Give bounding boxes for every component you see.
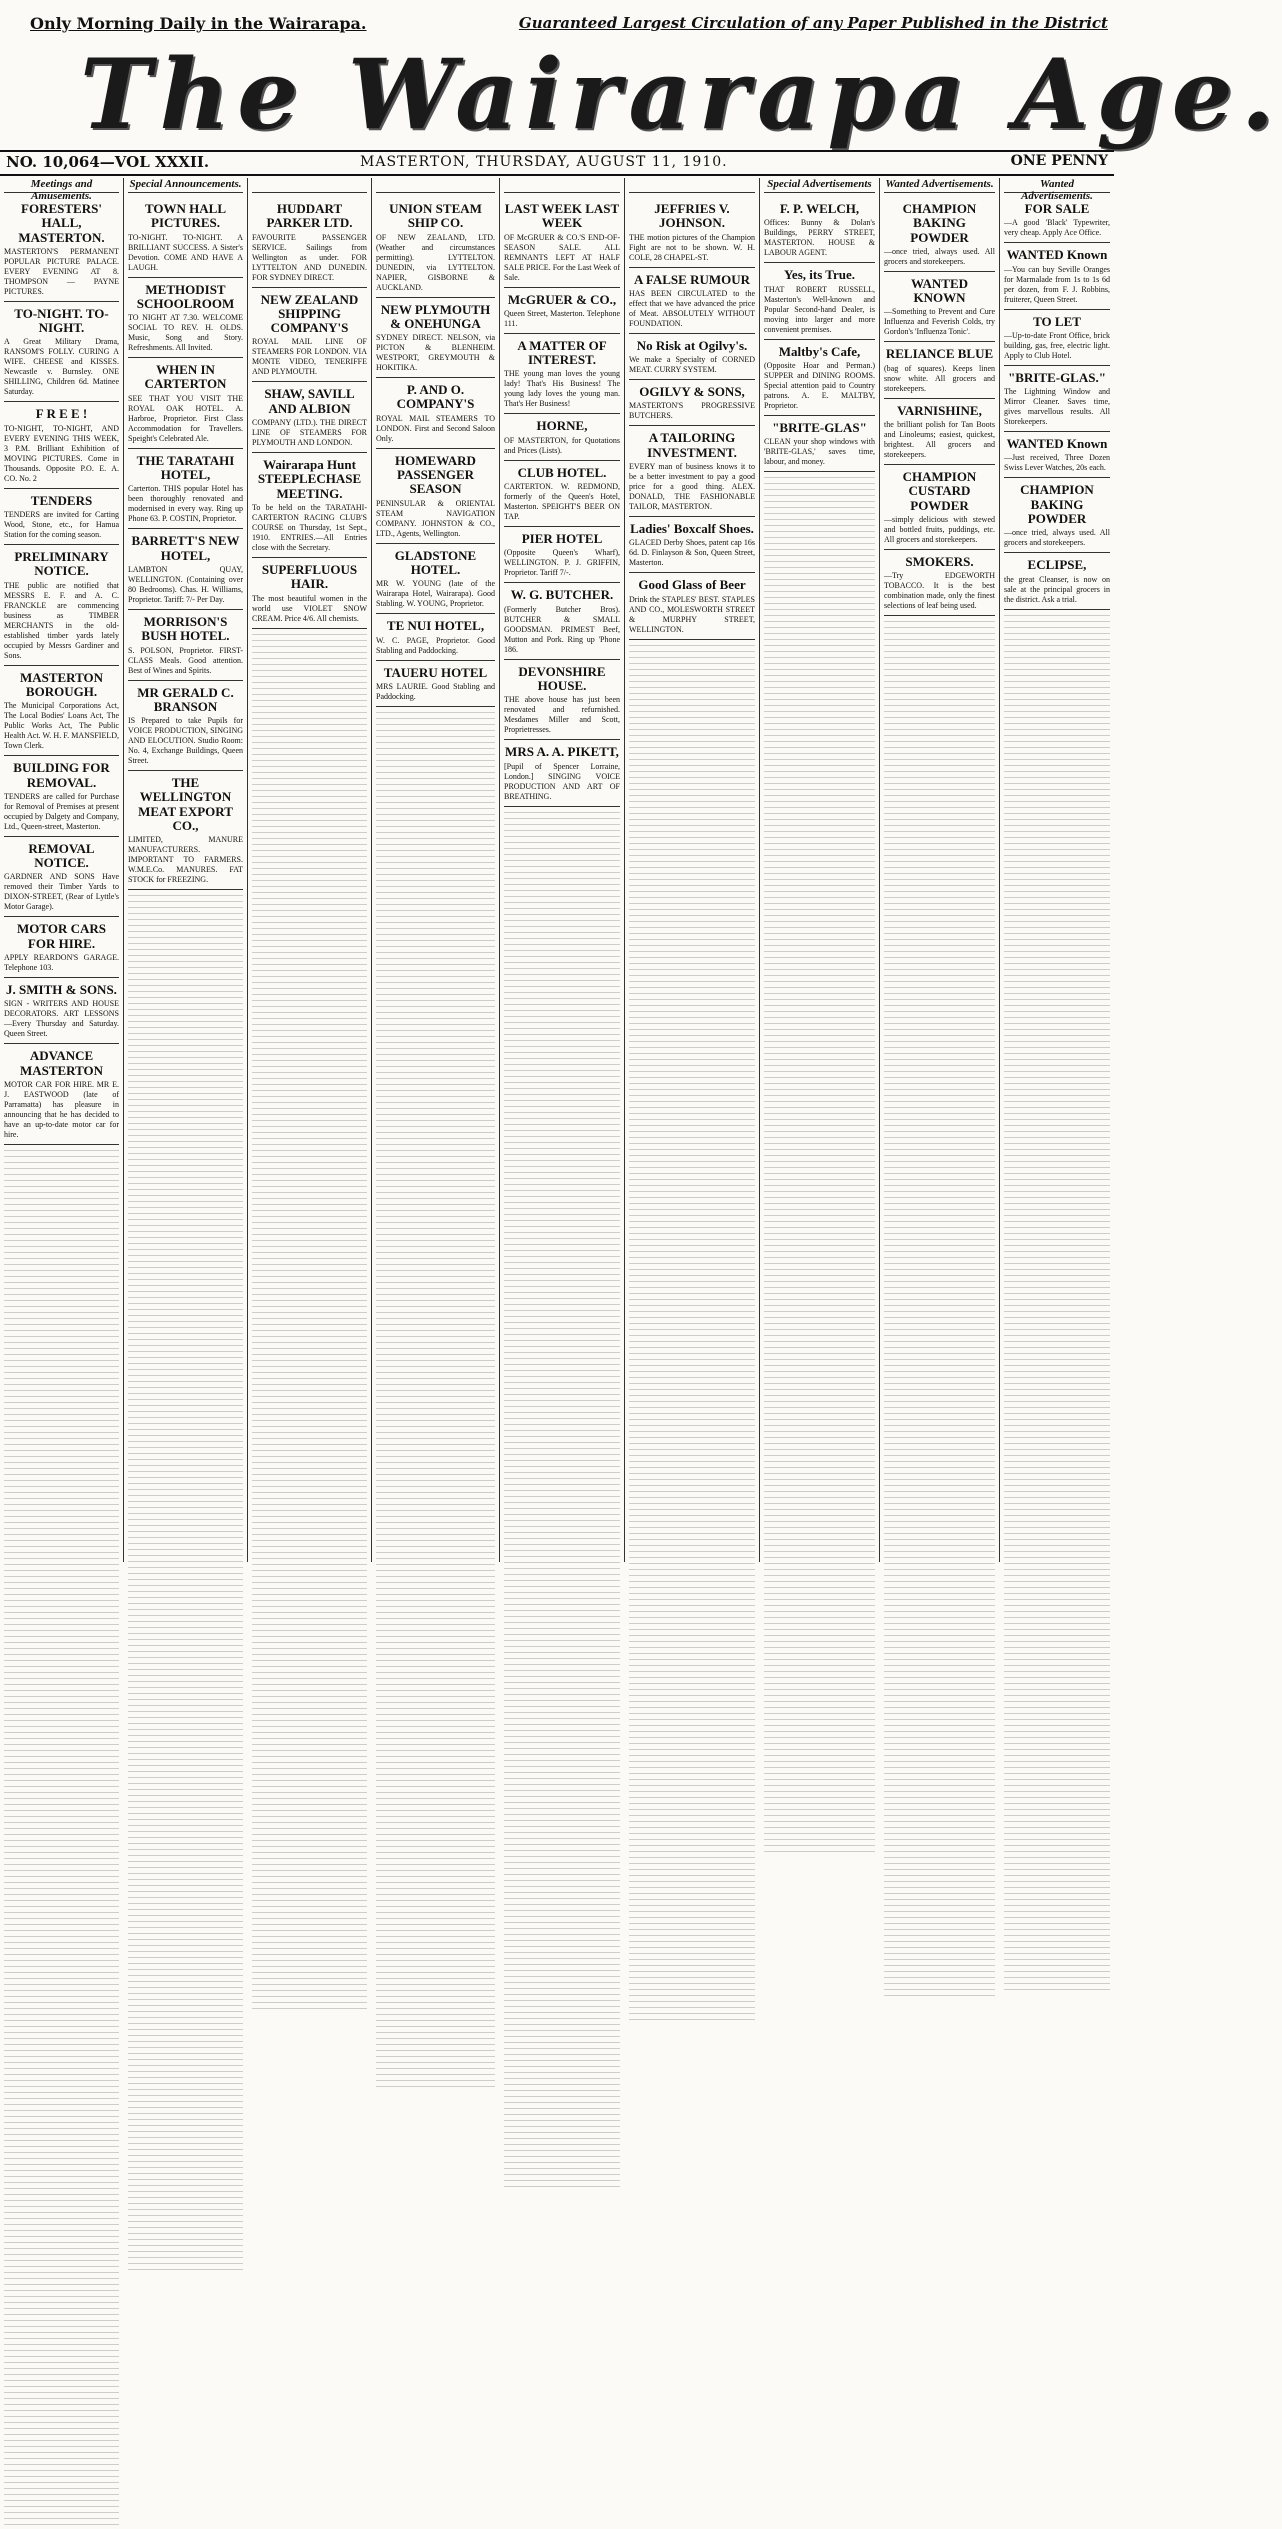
advertisement-body: MASTERTON'S PROGRESSIVE BUTCHERS. [629, 401, 755, 421]
advertisement [376, 378, 495, 449]
advertisement-title: ADVANCE MASTERTON [19, 1048, 104, 1078]
advertisement [376, 298, 495, 379]
advertisement [4, 545, 119, 666]
column-7 [760, 178, 880, 1562]
advertisement-title: A FALSE RUMOUR [633, 271, 751, 287]
advertisement-title: A MATTER OF INTEREST. [517, 337, 607, 368]
advertisement-title: CHAMPION BAKING POWDER [1020, 482, 1094, 527]
advertisement-body: COMPANY (LTD.). THE DIRECT LINE OF STEAMERS FOR PLYMOUTH AND LONDON. [252, 418, 367, 448]
advertisement-title: "BRITE-GLAS." [1008, 369, 1106, 385]
advertisement [504, 583, 620, 659]
advertisement-body: the brilliant polish for Tan Boots and Linoleums; easiest, quickest, brightest. All grocers and storekeepers. [884, 420, 995, 460]
advertisement-body: OF MASTERTON, for Quotations and Prices (Lists). [504, 435, 620, 455]
column-8 [880, 178, 1000, 1562]
advertisement [504, 197, 620, 288]
advertisement-title: NEW ZEALAND SHIPPING COMPANY'S [260, 291, 359, 336]
advertisement [4, 756, 119, 837]
advertisement-title: SMOKERS. [905, 553, 974, 569]
advertisement [1004, 310, 1110, 366]
advertisement-body: THE young man loves the young lady! That's His Business! The young lady loves the young man. That's Her Business! [504, 369, 620, 409]
advertisement [128, 529, 243, 610]
issue-price: ONE PENNY [1010, 153, 1108, 169]
advertisement-title: ECLIPSE, [1027, 557, 1087, 573]
advertisement-body: SYDNEY DIRECT. NELSON, via PICTON & BLENHEIM. WESTPORT, GREYMOUTH & HOKITIKA. [376, 333, 495, 373]
advertisement-title: W. G. BUTCHER. [510, 587, 614, 603]
advertisement-body: ROYAL MAIL LINE OF STEAMERS FOR LONDON. VIA MONTE VIDEO, TENERIFFE AND PLYMOUTH. [252, 337, 367, 377]
advertisement [629, 197, 755, 268]
advertisement [376, 614, 495, 660]
advertisement [252, 382, 367, 453]
column-6 [625, 178, 760, 1562]
column-heading: Special Advertisements [764, 178, 875, 193]
advertisement [4, 978, 119, 1044]
column-heading: Wanted Advertisements. [1004, 178, 1110, 193]
column-1 [0, 178, 124, 1562]
advertisement-title: UNION STEAM SHIP CO. [389, 201, 482, 231]
advertisement-title: PIER HOTEL [521, 531, 603, 547]
advertisement-body: CARTERTON. W. REDMOND, formerly of the Queen's Hotel, Masterton. SPEIGHT'S BEER ON TAP. [504, 482, 620, 522]
advertisement [884, 197, 995, 272]
column-small-print [128, 890, 243, 2274]
advertisement [128, 197, 243, 278]
advertisement-body: MRS LAURIE. Good Stabling and Paddocking. [376, 681, 495, 701]
advertisement-title: OGILVY & SONS, [639, 384, 745, 400]
advertisement-body: APPLY REARDON'S GARAGE. Telephone 103. [4, 953, 119, 973]
advertisement [1004, 553, 1110, 609]
advertisement-body: SIGN - WRITERS AND HOUSE DECORATORS. ART LESSONS—Every Thursday and Saturday. Queen Street. [4, 999, 119, 1039]
advertisement-title: BUILDING FOR REMOVAL. [13, 760, 110, 790]
advertisement [1004, 432, 1110, 478]
advertisement [376, 197, 495, 298]
column-4 [372, 178, 500, 1562]
advertisement-title: HUDDART PARKER LTD. [266, 201, 353, 231]
advertisement-title: SHAW, SAVILL AND ALBION [264, 386, 355, 416]
advertisement [764, 197, 875, 263]
advertisement-body: (bag of squares). Keeps linen snow white. All grocers and storekeepers. [884, 363, 995, 393]
advertisement [629, 268, 755, 334]
advertisement [1004, 243, 1110, 309]
advertisement-body: TENDERS are invited for Carting Wood, Stone, etc., for Hamua Station for the coming season. [4, 510, 119, 540]
advertisement [4, 837, 119, 918]
advertisement-title: CHAMPION CUSTARD POWDER [902, 469, 977, 513]
advertisement-title: TOWN HALL PICTURES. [144, 201, 227, 231]
advertisement-body: —once tried, always used. All grocers and storekeepers. [884, 246, 995, 266]
advertisement [376, 544, 495, 615]
column-heading [504, 178, 620, 193]
advertisement-body: A Great Military Drama, RANSOM'S FOLLY. CURING A WIFE. CHEESE and KISSES. Newcastle v. Burnsley. ONE SHILLING, Children 6d. Matinee Saturday. [4, 337, 119, 397]
advertisement-body: —Up-to-date Front Office, brick building, gas, free, electric light. Apply to Club Hotel. [1004, 330, 1110, 360]
advertisement-body: HAS BEEN CIRCULATED to the effect that we have advanced the price of Meat. ABSOLUTELY WITHOUT FOUNDATION. [629, 288, 755, 328]
advertisement [4, 489, 119, 545]
advertisement-body: —simply delicious with stewed and bottled fruits, puddings, etc. All grocers and storekeepers. [884, 514, 995, 544]
advertisement [764, 416, 875, 472]
advertisement-title: TO-NIGHT. TO-NIGHT. [14, 305, 109, 336]
advertisement-title: GLADSTONE HOTEL. [394, 547, 477, 577]
advertisement-body: Offices: Bunny & Dolan's Buildings, PERRY STREET, MASTERTON. HOUSE & LABOUR AGENT. [764, 218, 875, 258]
column-heading [376, 178, 495, 193]
advertisement [128, 449, 243, 530]
circulation-tagline-right: Guaranteed Largest Circulation of any Paper Published in the District [518, 14, 1108, 32]
column-heading: Wanted Advertisements. [884, 178, 995, 193]
advertisement-title: A TAILORING INVESTMENT. [647, 430, 737, 460]
advertisement [376, 449, 495, 544]
column-5 [500, 178, 625, 1562]
advertisement-body: —Something to Prevent and Cure Influenza and Feverish Colds, try Gordon's 'Influenza Tonic'. [884, 307, 995, 337]
advertisement [252, 558, 367, 629]
advertisement-title: METHODIST SCHOOLROOM [136, 281, 235, 311]
advertisement [4, 917, 119, 978]
advertisement [4, 302, 119, 403]
advertisement [128, 278, 243, 359]
advertisement [764, 340, 875, 416]
advertisement-body: FAVOURITE PASSENGER SERVICE. Sailings from Wellington as under. FOR LYTTELTON AND DUNEDIN. FOR SYDNEY DIRECT. [252, 232, 367, 282]
advertisement [884, 399, 995, 465]
advertisement-title: DEVONSHIRE HOUSE. [518, 663, 606, 693]
advertisement-body: The most beautiful women in the world use VIOLET SNOW CREAM. Price 4/6. All chemists. [252, 593, 367, 623]
advertisement-title: McGRUER & CO., [507, 291, 617, 307]
advertisement [4, 1044, 119, 1145]
column-small-print [1004, 610, 1110, 1994]
circulation-tagline-left: Only Morning Daily in the Wairarapa. [30, 14, 367, 33]
column-small-print [629, 640, 755, 2024]
advertisement-title: FORESTERS' HALL, MASTERTON. [18, 201, 105, 245]
advertisement-title: Maltby's Cafe, [778, 343, 861, 359]
advertisement-body: (Opposite Hoar and Perman.) SUPPER and DINING ROOMS. Special attention paid to Country patrons. A. E. MALTBY, Proprietor. [764, 360, 875, 410]
column-heading [629, 178, 755, 193]
column-heading: Meetings and Amusements. [4, 178, 119, 193]
advertisement [1004, 478, 1110, 553]
advertisement [252, 197, 367, 288]
advertisement-body: LAMBTON QUAY, WELLINGTON. (Containing over 80 Bedrooms). Chas. H. Williams, Proprietor. Tariff: 7/- Per Day. [128, 564, 243, 604]
column-small-print [504, 807, 620, 2191]
advertisement-title: VARNISHINE, [897, 402, 982, 418]
advertisement-title: Wairarapa Hunt STEEPLECHASE MEETING. [257, 457, 362, 501]
advertisement-title: TENDERS [30, 492, 93, 508]
advertisement-title: BARRETT'S NEW HOTEL, [131, 533, 240, 563]
advertisement [128, 681, 243, 772]
advertisement-body: GARDNER AND SONS Have removed their Timber Yards to DIXON-STREET, (Rear of Lyttle's Motor Garage). [4, 872, 119, 912]
advertisement-body: OF NEW ZEALAND, LTD. (Weather and circumstances permitting). LYTTELTON. DUNEDIN, via LYTTELTON. NAPIER, GISBORNE & AUCKLAND. [376, 232, 495, 292]
advertisement [1004, 366, 1110, 432]
advertisement [252, 288, 367, 383]
advertisement [764, 263, 875, 339]
advertisement-title: FOR SALE [1024, 201, 1090, 216]
advertisement-title: CLUB HOTEL. [517, 464, 607, 480]
advertisement-body: the great Cleanser, is now on sale at the principal grocers in the district. Ask a trial. [1004, 574, 1110, 604]
advertisement-body: OF McGRUER & CO.'S END-OF-SEASON SALE. ALL REMNANTS LEFT AT HALF SALE PRICE. For the Last Week of Sale. [504, 232, 620, 282]
advertisement-body: CLEAN your shop windows with 'BRITE-GLAS,' saves time, labour, and money. [764, 437, 875, 467]
advertisement [629, 573, 755, 639]
column-small-print [4, 1145, 119, 2529]
advertisement [504, 527, 620, 583]
masthead-title: The Wairarapa Age. [80, 38, 1282, 151]
advertisement [4, 402, 119, 488]
advertisement-body: TENDERS are called for Purchase for Removal of Premises at present occupied by Dalgety and Company, Ltd., Queen-street, Masterton. [4, 791, 119, 831]
advertisement-title: TO LET [1033, 313, 1081, 329]
advertisement-body: (Opposite Queen's Wharf), WELLINGTON. P. J. GRIFFIN, Proprietor. Tariff 7/-. [504, 548, 620, 578]
advertisement-body: Carterton. THIS popular Hotel has been thoroughly renovated and modernised in every way. Ring up Phone 63. P. COSTIN, Proprietor. [128, 484, 243, 524]
top-line [0, 10, 1114, 40]
advertisement-title: THE TARATAHI HOTEL, [136, 452, 235, 483]
advertisement-body: We make a Specialty of CORNED MEAT. CURRY SYSTEM. [629, 355, 755, 375]
advertisement-title: TE NUI HOTEL, [386, 618, 485, 634]
column-small-print [376, 707, 495, 2091]
advertisement-title: PRELIMINARY NOTICE. [14, 549, 109, 579]
advertisement [629, 334, 755, 380]
advertisement-title: REMOVAL NOTICE. [28, 840, 95, 871]
advertisement-body: ROYAL MAIL STEAMERS TO LONDON. First and Second Saloon Only. [376, 413, 495, 443]
column-small-print [884, 616, 995, 2000]
advertisement [884, 342, 995, 398]
advertisement [629, 426, 755, 517]
advertisement-body: THAT ROBERT RUSSELL, Masterton's Well-known and Popular Second-hand Dealer, is moving into larger and more convenient premises. [764, 284, 875, 334]
advertisement-title: Ladies' Boxcalf Shoes. [630, 521, 754, 537]
advertisement [884, 465, 995, 550]
advertisement [504, 461, 620, 527]
advertisement-body: THE motion pictures of the Champion Fight are not to be shown. W. H. COLE, 28 CHAPEL-ST. [629, 232, 755, 262]
advertisement-title: TAUERU HOTEL [383, 664, 488, 680]
advertisement-body: —You can buy Seville Oranges for Marmalade from 1s to 1s 6d per dozen, from F. J. Robbins, fruiterer, Queen Street. [1004, 264, 1110, 304]
advertisement-body: MR W. YOUNG (late of the Wairarapa Hotel, Wairarapa). Good Stabling. W. YOUNG, Proprietor. [376, 579, 495, 609]
advertisement-title: JEFFRIES V. JOHNSON. [654, 201, 730, 231]
advertisement-title: MOTOR CARS FOR HIRE. [17, 921, 106, 951]
advertisement [128, 771, 243, 890]
advertisement [504, 334, 620, 415]
advertisement-body: TO-NIGHT, TO-NIGHT, AND EVERY EVENING THIS WEEK, 3 P.M. Brilliant Exhibition of MOVING PICTURES. Come in Thousands. Opposite P.O. E. A. CO. No. 2 [4, 423, 119, 483]
column-small-print [764, 472, 875, 1856]
advertisement-title: MR GERALD C. BRANSON [137, 684, 234, 714]
advertisement-title: F R E E ! [35, 406, 88, 422]
advertisement [252, 453, 367, 558]
advertisement-body: SEE THAT YOU VISIT THE ROYAL OAK HOTEL. A. Harbroe, Proprietor. First Class Accommodation for Travellers. Speight's Celebrated Ale. [128, 393, 243, 443]
advertisement [504, 288, 620, 334]
advertisement-title: P. AND O. COMPANY'S [396, 382, 475, 412]
advertisement-body: TO NIGHT AT 7.30. WELCOME SOCIAL TO REV. H. OLDS. Music, Song and Story. Refreshments. All Invited. [128, 313, 243, 353]
advertisement [4, 197, 119, 302]
advertisement-body: The Lightning Window and Mirror Cleaner. Saves time, gives marvellous results. All Storekeepers. [1004, 387, 1110, 427]
advertisement-body: —Try EDGEWORTH TOBACCO. It is the best combination made, only the finest selections of leaf being used. [884, 571, 995, 611]
advertisement [629, 380, 755, 426]
column-heading [252, 178, 367, 193]
advertisement-body: —A good 'Black' Typewriter, very cheap. Apply Ace Office. [1004, 218, 1110, 238]
advertisement-title: MRS A. A. PIKETT, [505, 744, 619, 760]
advertisement-title: WANTED KNOWN [910, 275, 969, 306]
advertisement-title: HOMEWARD PASSENGER SEASON [395, 452, 476, 497]
advertisement-title: SUPERFLUOUS HAIR. [261, 561, 358, 592]
advertisement-title: MORRISON'S BUSH HOTEL. [141, 613, 230, 644]
advertisement-body: W. C. PAGE, Proprietor. Good Stabling and Paddocking. [376, 635, 495, 655]
advertisement [629, 517, 755, 573]
advertisement [884, 550, 995, 616]
column-9 [1000, 178, 1114, 1562]
advertisement-body: [Pupil of Spencer Lorraine, London.] SINGING VOICE PRODUCTION AND ART OF BREATHING. [504, 761, 620, 801]
advertisement-body: PENINSULAR & ORIENTAL STEAM NAVIGATION COMPANY. JOHNSTON & CO., LTD., Agents, Wellington. [376, 498, 495, 538]
columns-area [0, 178, 1114, 1562]
advertisement [504, 740, 620, 806]
advertisement-body: Drink the STAPLES' BEST. STAPLES AND CO., MOLESWORTH STREET & MURPHY STREET, WELLINGTON. [629, 594, 755, 634]
advertisement [128, 610, 243, 681]
advertisement-body: GLACED Derby Shoes, patent cap 16s 6d. D. Finlayson & Son, Queen Street, Masterton. [629, 538, 755, 568]
advertisement [884, 272, 995, 343]
advertisement-title: J. SMITH & SONS. [6, 982, 117, 998]
advertisement-body: IS Prepared to take Pupils for VOICE PRODUCTION, SINGING AND ELOCUTION. Studio Room: No. 4, Exchange Buildings, Queen Street. [128, 716, 243, 766]
advertisement-body: Queen Street, Masterton. Telephone 111. [504, 308, 620, 328]
advertisement-title: THE WELLINGTON MEAT EXPORT CO., [138, 775, 233, 834]
advertisement-title: Good Glass of Beer [638, 577, 746, 593]
advertisement-body: MASTERTON'S PERMANENT POPULAR PICTURE PALACE. EVERY EVENING AT 8. THOMPSON — PAYNE PICTURES. [4, 246, 119, 296]
advertisement-body: —once tried, always used. All grocers and storekeepers. [1004, 528, 1110, 548]
advertisement-title: Yes, its True. [783, 267, 856, 283]
advertisement-body: The Municipal Corporations Act, The Local Bodies' Loans Act, The Public Works Act, The Public Health Act. W. H. F. MANSFIELD, Town Clerk. [4, 701, 119, 751]
advertisement-title: F. P. WELCH, [779, 201, 860, 216]
advertisement [504, 660, 620, 741]
advertisement-title: WHEN IN CARTERTON [144, 362, 227, 392]
advertisement-body: —Just received, Three Dozen Swiss Lever Watches, 20s each. [1004, 453, 1110, 473]
advertisement [1004, 197, 1110, 243]
advertisement-body: S. POLSON, Proprietor. FIRST-CLASS Meals. Good attention. Best of Wines and Spirits. [128, 645, 243, 675]
column-small-print [252, 629, 367, 2013]
column-heading: Special Announcements. [128, 178, 243, 193]
advertisement-title: "BRITE-GLAS" [772, 419, 867, 435]
advertisement [376, 661, 495, 707]
advertisement-title: NEW PLYMOUTH & ONEHUNGA [380, 301, 491, 331]
advertisement-title: No Risk at Ogilvy's. [636, 337, 748, 353]
column-3 [248, 178, 372, 1562]
advertisement [4, 666, 119, 757]
advertisement-body: THE above house has just been renovated and refurnished. Mesdames Miller and Scott, Proprietresses. [504, 695, 620, 735]
advertisement-title: CHAMPION BAKING POWDER [902, 201, 977, 245]
advertisement-body: To be held on the TARATAHI-CARTERTON RACING CLUB'S COURSE on Thursday, 1st Sept., 1910. ENTRIES.—All Entries close with the Secretary. [252, 502, 367, 552]
advertisement-title: WANTED Known [1006, 247, 1108, 263]
advertisement-title: RELIANCE BLUE [885, 346, 994, 362]
advertisement-title: WANTED Known [1006, 436, 1108, 452]
issue-number: NO. 10,064—VOL XXXII. [6, 153, 210, 171]
advertisement-title: LAST WEEK LAST WEEK [504, 201, 620, 231]
advertisement-title: MASTERTON BOROUGH. [19, 669, 104, 699]
advertisement-body: LIMITED, MANURE MANUFACTURERS. IMPORTANT TO FARMERS. W.M.E.Co. MANURES. FAT STOCK for FREEZING. [128, 835, 243, 885]
advertisement-body: THE public are notified that MESSRS E. F. and A. C. FRANCKLE are commencing business as TIMBER MERCHANTS in the old-established timber yards lately occupied by Messrs Gardiner and Sons. [4, 580, 119, 660]
column-2 [124, 178, 248, 1562]
dateline-bar [0, 150, 1114, 176]
advertisement-body: MOTOR CAR FOR HIRE. MR E. J. EASTWOOD (late of Parramatta) has pleasure in announcing that he has decided to have an up-to-date motor car for hire. [4, 1079, 119, 1139]
advertisement-title: HORNE, [536, 418, 588, 434]
advertisement-body: TO-NIGHT. TO-NIGHT. A BRILLIANT SUCCESS. A Sister's Devotion. COME AND HAVE A LAUGH. [128, 232, 243, 272]
advertisement [504, 414, 620, 460]
issue-date: MASTERTON, THURSDAY, AUGUST 11, 1910. [360, 154, 728, 170]
advertisement-body: EVERY man of business knows it to be a better investment to pay a good price for a good thing. ALEX. DONALD, THE FASHIONABLE TAILOR, MASTERTON. [629, 462, 755, 512]
advertisement [128, 358, 243, 449]
advertisement-body: (Formerly Butcher Bros). BUTCHER & SMALL GOODSMAN. PRIMEST Beef, Mutton and Pork. Ring up 'Phone 186. [504, 604, 620, 654]
